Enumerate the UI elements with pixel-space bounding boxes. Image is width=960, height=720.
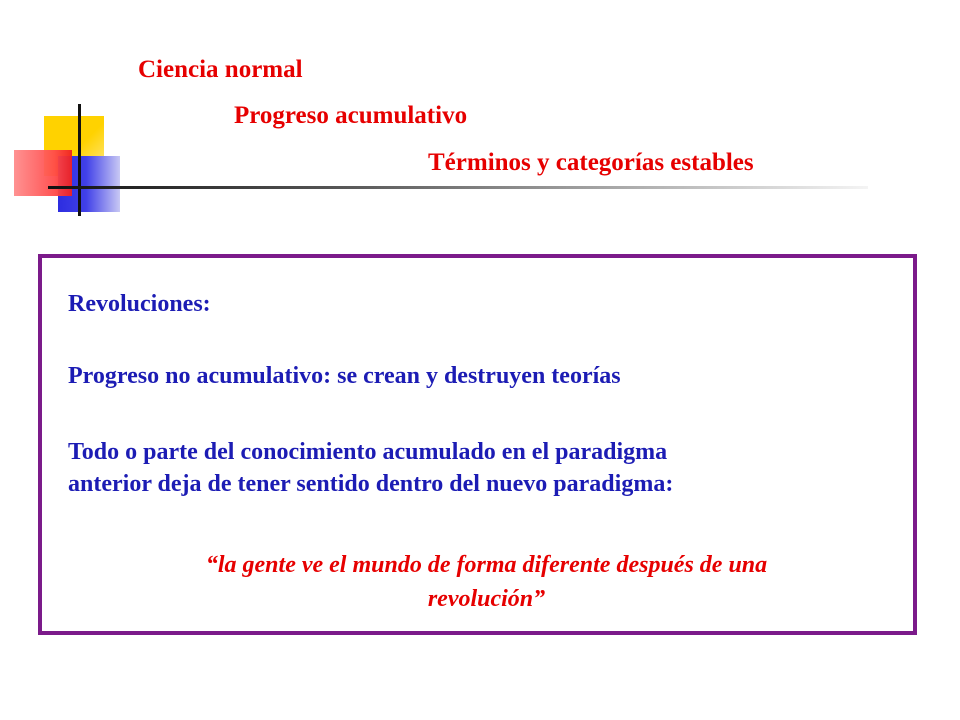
- decor-red-square: [14, 150, 72, 196]
- revoluciones-box: [38, 254, 917, 635]
- progreso-no-acumulativo-text: Progreso no acumulativo: se crean y destruyen teorías: [68, 363, 621, 389]
- heading-terminos-estables: Términos y categorías estables: [428, 149, 754, 176]
- conocimiento-text-line-2: anterior deja de tener sentido dentro del nuevo paradigma:: [68, 471, 674, 497]
- decor-vertical-line: [78, 104, 81, 216]
- quote-line-2: revolución”: [427, 586, 546, 612]
- revolucion-quote: [42, 548, 913, 616]
- conocimiento-text-line-1: Todo o parte del conocimiento acumulado en el paradigma: [68, 439, 668, 465]
- heading-ciencia-normal: Ciencia normal: [138, 56, 303, 83]
- quote-line-1: “la gente ve el mundo de forma diferente después de una: [205, 552, 768, 578]
- heading-progreso-acumulativo: Progreso acumulativo: [234, 102, 468, 129]
- revoluciones-label: Revoluciones:: [68, 291, 211, 317]
- decor-horizontal-line: [48, 186, 868, 189]
